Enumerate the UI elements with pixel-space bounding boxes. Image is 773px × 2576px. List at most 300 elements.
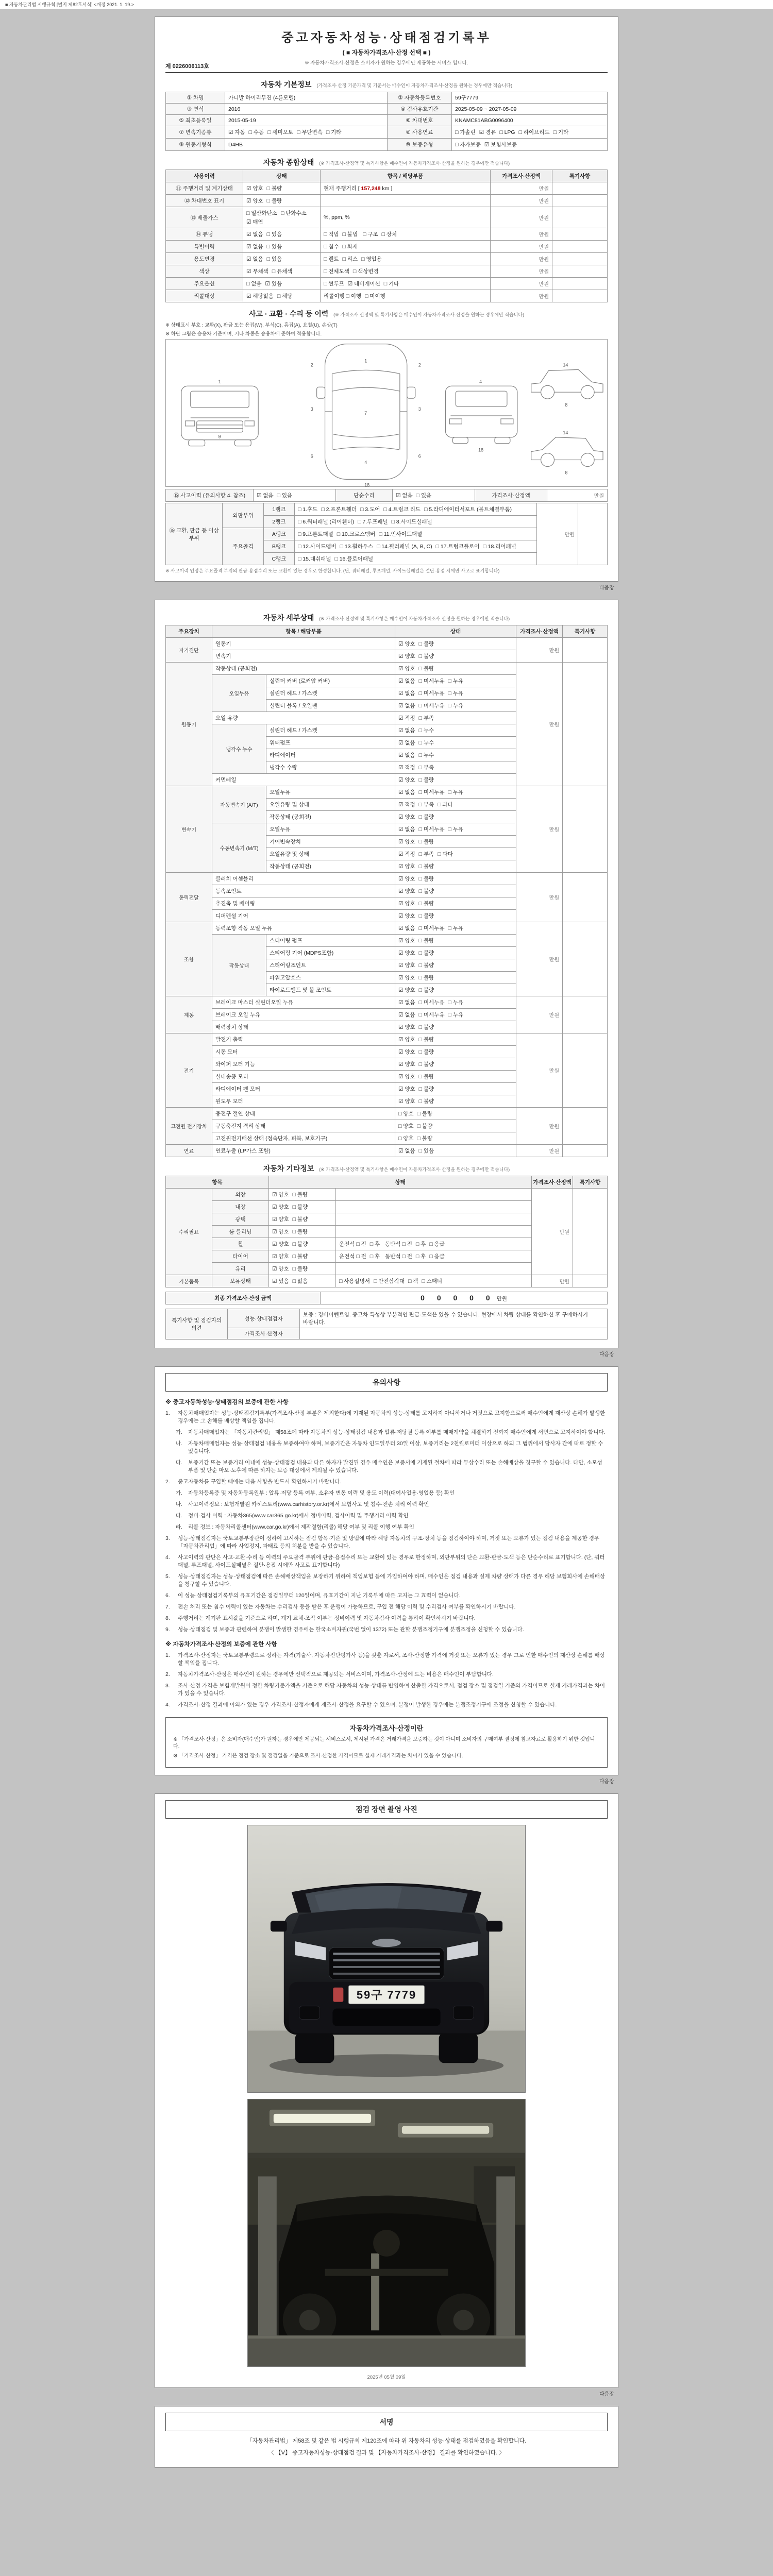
checkbox-미이행[interactable]: □ 미이행	[365, 293, 385, 299]
ellipse-element	[372, 1939, 401, 1947]
checkbox-양호[interactable]: ☑ 양호	[398, 1049, 415, 1055]
state-options	[395, 1021, 516, 1033]
checkbox-해당[interactable]: □ 해당	[277, 293, 293, 299]
notice-heading: ※ 자동차가격조사·산정의 보증에 관한 사항	[165, 1641, 277, 1648]
checkbox-부족[interactable]: □ 부족	[418, 765, 434, 771]
checkbox-세미오토[interactable]: □ 세미오토	[267, 129, 294, 135]
checkbox-양호[interactable]: ☑ 양호	[398, 839, 415, 845]
checkbox-불량[interactable]: □ 불량	[418, 987, 434, 993]
rect-element	[495, 437, 510, 444]
checkbox-불량[interactable]: □ 불량	[418, 950, 434, 956]
checkbox-누수[interactable]: □ 누수	[418, 727, 434, 734]
checkbox-이행[interactable]: □ 이행	[346, 293, 362, 299]
notice-item	[165, 1501, 608, 1509]
checkbox-불법[interactable]: □ 불법	[342, 231, 358, 238]
checkbox-양호[interactable]: ☑ 양호	[398, 913, 415, 919]
checkbox-렌트[interactable]: □ 렌트	[324, 256, 339, 262]
device-group-label: 고전원 전기장치	[166, 1108, 212, 1145]
checkbox-전[interactable]: □ 전	[356, 1253, 366, 1260]
checkbox-일산화탄소[interactable]: □ 일산화탄소	[246, 210, 277, 216]
checkbox-불량[interactable]: □ 불량	[418, 777, 434, 783]
model-year-label: ③ 연식	[166, 104, 225, 115]
checkbox-불량[interactable]: □ 불량	[418, 938, 434, 944]
checkbox-불량[interactable]: □ 불량	[292, 1204, 308, 1210]
checkbox-불량[interactable]: □ 불량	[418, 1074, 434, 1080]
checkbox-누유[interactable]: □ 누유	[448, 690, 464, 697]
checkbox-2.프론트휀더[interactable]: □ 2.프론트휀더	[321, 506, 357, 513]
accident-bottom-note: ※ 사고이력 인정은 주요골격 부위의 판금·용접수리 또는 교환이 있는 경우로 한정합니다. (단, 쿼터패널, 루프패널, 사이드실패널은 절단·용접 시에만 사고로 표기합니다)	[165, 568, 500, 573]
checkbox-사용설명서[interactable]: □ 사용설명서	[339, 1278, 370, 1284]
checkbox-미세누유[interactable]: □ 미세누유	[418, 1012, 445, 1018]
checkbox-없음[interactable]: ☑ 없음	[398, 1012, 415, 1018]
checkbox-불량[interactable]: □ 불량	[266, 185, 282, 192]
checkbox-양호[interactable]: ☑ 양호	[398, 863, 415, 870]
checkbox-8.사이드실패널[interactable]: □ 8.사이드실패널	[391, 519, 432, 525]
checkbox-불량[interactable]: □ 불량	[418, 962, 434, 969]
item-detail	[336, 1226, 532, 1238]
state-options	[395, 811, 516, 823]
checkbox-미세누유[interactable]: □ 미세누유	[418, 789, 445, 795]
item-detail	[321, 241, 491, 253]
checkbox-불량[interactable]: □ 불량	[292, 1253, 308, 1260]
detail-row	[166, 922, 608, 935]
checkbox-가솔린[interactable]: □ 가솔린	[455, 129, 476, 135]
checkbox-양호[interactable]: ☑ 양호	[398, 641, 415, 647]
checkbox-침수[interactable]: □ 침수	[324, 244, 339, 250]
state-options	[243, 241, 321, 253]
checkbox-16.플로어패널[interactable]: □ 16.플로어패널	[334, 556, 374, 562]
checkbox-양호[interactable]: □ 양호	[398, 1111, 414, 1117]
inspection-photo-front	[247, 1825, 526, 2093]
checkbox-없음[interactable]: ☑ 없음	[246, 256, 263, 262]
checkbox-양호[interactable]: ☑ 양호	[398, 1024, 415, 1030]
document-header	[165, 23, 608, 73]
checkbox-없음[interactable]: ☑ 없음	[246, 231, 263, 238]
checkbox-없음[interactable]: ☑ 없음	[398, 678, 415, 684]
checkbox-불량[interactable]: □ 불량	[418, 888, 434, 894]
checkbox-과다[interactable]: □ 과다	[438, 802, 453, 808]
checkbox-미세누유[interactable]: □ 미세누유	[418, 678, 445, 684]
item-label: 충전구 절연 상태	[212, 1108, 395, 1120]
checkbox-양호[interactable]: ☑ 양호	[398, 888, 415, 894]
checkbox-11.인사이드패널[interactable]: □ 11.인사이드패널	[379, 531, 423, 537]
checkbox-미세누유[interactable]: □ 미세누유	[418, 925, 445, 931]
checkbox-해당없음[interactable]: ☑ 해당없음	[246, 293, 274, 299]
checkbox-기타[interactable]: □ 기타	[553, 129, 569, 135]
checkbox-9.프론트패널[interactable]: □ 9.프론트패널	[298, 531, 333, 537]
item-label: 광택	[212, 1213, 269, 1226]
next-page-label[interactable]: 다음장	[599, 1352, 614, 1358]
checkbox-탄화수소[interactable]: □ 탄화수소	[280, 210, 307, 216]
rect-element	[248, 2335, 525, 2366]
checkbox-하이브리드[interactable]: □ 하이브리드	[518, 129, 550, 135]
checkbox-기타[interactable]: □ 기타	[383, 281, 399, 287]
checkbox-무채색[interactable]: ☑ 무채색	[246, 268, 268, 275]
text-element: 2	[310, 362, 313, 368]
checkbox-양호[interactable]: ☑ 양호	[398, 950, 415, 956]
checkbox-보험사보증[interactable]: ☑ 보험사보증	[484, 142, 517, 148]
remark-cell	[563, 873, 608, 922]
checkbox-불량[interactable]: □ 불량	[418, 863, 434, 870]
checkbox-수동[interactable]: □ 수동	[248, 129, 264, 135]
checkbox-자가보증[interactable]: □ 자가보증	[455, 142, 481, 148]
final-price-unit: 만원	[496, 1296, 507, 1302]
checkbox-안전삼각대[interactable]: □ 안전삼각대	[374, 1278, 405, 1284]
checkbox-불량[interactable]: □ 불량	[418, 814, 434, 820]
checkbox-1.후드[interactable]: □ 1.후드	[298, 506, 318, 513]
row-label: ⑭ 튜닝	[166, 228, 243, 241]
checkbox-5.라디에이터서포트 (볼트체결부품)[interactable]: □ 5.라디에이터서포트 (볼트체결부품)	[424, 506, 512, 513]
notice-item	[165, 1671, 608, 1679]
checkbox-미세누유[interactable]: □ 미세누유	[418, 703, 445, 709]
notices-body	[165, 1398, 608, 1709]
checkbox-없음[interactable]: ☑ 없음	[396, 493, 413, 499]
checkbox-불량[interactable]: □ 불량	[417, 1111, 433, 1117]
item-label: 원동기	[212, 638, 395, 650]
checkbox-양호[interactable]: ☑ 양호	[398, 666, 415, 672]
checkbox-양호[interactable]: ☑ 양호	[398, 1086, 415, 1092]
rect-element	[299, 2006, 320, 2020]
notice-item	[165, 1535, 608, 1550]
table-row	[166, 104, 608, 115]
remark-cell	[578, 503, 608, 565]
checkbox-없음[interactable]: ☑ 없음	[398, 703, 415, 709]
checkbox-과다[interactable]: □ 과다	[438, 851, 453, 857]
remark-cell	[563, 638, 608, 663]
checkbox-불량[interactable]: □ 불량	[418, 1037, 434, 1043]
photo-caption: 2025년 05월 09일	[367, 2375, 406, 2380]
checkbox-없음[interactable]: □ 없음	[246, 281, 262, 287]
checkbox-불량[interactable]: □ 불량	[418, 666, 434, 672]
state-options	[395, 1033, 516, 1046]
notice-item	[165, 1682, 608, 1698]
rect-element	[439, 2033, 478, 2063]
summary-row	[166, 290, 608, 302]
vin-value: KNAMC81ABG0096400	[452, 115, 608, 126]
checkbox-누유[interactable]: □ 누유	[448, 999, 464, 1006]
checkbox-LPG[interactable]: □ LPG	[499, 129, 515, 135]
checkbox-없음[interactable]: ☑ 없음	[398, 740, 415, 746]
checkbox-있음[interactable]: ☑ 있음	[272, 1278, 289, 1284]
checkbox-후[interactable]: □ 후	[415, 1241, 426, 1247]
checkbox-양호[interactable]: ☑ 양호	[246, 185, 263, 192]
checkbox-누유[interactable]: □ 누유	[448, 925, 464, 931]
checkbox-6.쿼터패널 (리어휀더)[interactable]: □ 6.쿼터패널 (리어휀더)	[298, 519, 355, 525]
checkbox-전체도색[interactable]: □ 전체도색	[324, 268, 349, 275]
remark-cell	[552, 228, 608, 241]
checkbox-불량[interactable]: □ 불량	[418, 876, 434, 882]
checkbox-양호[interactable]: ☑ 양호	[398, 1098, 415, 1105]
rect-element	[317, 387, 325, 398]
checkbox-15.대쉬패널[interactable]: □ 15.대쉬패널	[298, 556, 331, 562]
checkbox-양호[interactable]: ☑ 양호	[398, 1037, 415, 1043]
detail-table	[165, 625, 608, 1157]
checkbox-불량[interactable]: □ 불량	[292, 1241, 308, 1247]
misc-row	[166, 1275, 608, 1287]
rect-element	[333, 1973, 440, 1975]
checkbox-누유[interactable]: □ 누유	[448, 1012, 464, 1018]
checkbox-14.필러패널 (A, B, C)[interactable]: □ 14.필러패널 (A, B, C)	[377, 544, 432, 550]
notice-number: 1.	[165, 1410, 170, 1416]
g-element	[181, 344, 603, 488]
price-cell: 만원	[532, 1189, 573, 1275]
text-segment: km ]	[380, 185, 393, 192]
checkbox-양호[interactable]: ☑ 양호	[272, 1216, 289, 1223]
checkbox-양호[interactable]: ☑ 양호	[398, 987, 415, 993]
checkbox-불량[interactable]: □ 불량	[418, 1098, 434, 1105]
checkbox-스패너[interactable]: □ 스패너	[422, 1278, 443, 1284]
checkbox-유채색[interactable]: □ 유채색	[272, 268, 293, 275]
detail-row	[166, 996, 608, 1009]
text-element: 14	[563, 362, 568, 368]
checkbox-3.도어[interactable]: □ 3.도어	[360, 506, 380, 513]
checkbox-후[interactable]: □ 후	[415, 1253, 426, 1260]
rect-element	[189, 440, 205, 446]
checkbox-7.루프패널[interactable]: □ 7.루프패널	[358, 519, 388, 525]
state-options	[395, 675, 516, 687]
accident-subtitle: (※ 가격조사·산정액 및 특기사항은 매수인이 자동차가격조사·산정을 원하는 경우에만 적습니다)	[333, 312, 525, 317]
checkbox-미세누유[interactable]: □ 미세누유	[418, 826, 445, 833]
checkbox-부족[interactable]: □ 부족	[418, 715, 434, 721]
checkbox-리스[interactable]: □ 리스	[342, 256, 358, 262]
checkbox-전[interactable]: □ 전	[402, 1241, 412, 1247]
checkbox-누유[interactable]: □ 누유	[448, 703, 464, 709]
checkbox-양호[interactable]: ☑ 양호	[398, 975, 415, 981]
table-row	[166, 115, 608, 126]
checkbox-양호[interactable]: ☑ 양호	[272, 1253, 289, 1260]
engine-type-label: ⑨ 원동기형식	[166, 139, 225, 151]
checkbox-자동[interactable]: ☑ 자동	[228, 129, 245, 135]
rect-element	[486, 1921, 502, 1931]
notice-number: 2.	[165, 1671, 170, 1677]
checkbox-미세누유[interactable]: □ 미세누유	[418, 690, 445, 697]
notice-text: 성능·상태점검자는 성능·상태점검에 따른 손해배상책임을 보장하기 위하여 책임보험 등에 가입하여야 하며, 매수인은 점검 내용과 실제 차량 상태가 다른 경우 해당 보험회사에 손해배상을 청구할 수 있습니다.	[178, 1573, 605, 1587]
checkbox-적법[interactable]: □ 적법	[324, 231, 339, 238]
basic-info-table	[165, 92, 608, 151]
checkbox-후[interactable]: □ 후	[369, 1253, 380, 1260]
checkbox-불량[interactable]: □ 불량	[417, 1136, 433, 1142]
checkbox-불량[interactable]: □ 불량	[292, 1266, 308, 1272]
checkbox-양호[interactable]: ☑ 양호	[398, 876, 415, 882]
rect-element	[333, 1953, 440, 1955]
checkbox-없음[interactable]: ☑ 없음	[398, 826, 415, 833]
circle-element	[299, 2310, 320, 2330]
col-price: 가격조사·산정액	[516, 625, 563, 638]
device-group-label: 전기	[166, 1033, 212, 1108]
checkbox-부족[interactable]: □ 부족	[418, 802, 434, 808]
checkbox-불량[interactable]: □ 불량	[418, 1086, 434, 1092]
checkbox-양호[interactable]: ☑ 양호	[398, 1074, 415, 1080]
state-options	[269, 1201, 336, 1213]
checkbox-18.리어패널[interactable]: □ 18.리어패널	[483, 544, 516, 550]
checkbox-색상변경[interactable]: □ 색상변경	[352, 268, 379, 275]
next-page-label[interactable]: 다음장	[599, 2392, 614, 2397]
state-options	[243, 253, 321, 265]
rect-element	[402, 2126, 489, 2134]
checkbox-양호[interactable]: ☑ 양호	[272, 1241, 289, 1247]
checkbox-없음[interactable]: ☑ 없음	[398, 1148, 415, 1154]
checkbox-불량[interactable]: □ 불량	[292, 1216, 308, 1223]
checkbox-없음[interactable]: ☑ 없음	[398, 727, 415, 734]
checkbox-불량[interactable]: □ 불량	[418, 839, 434, 845]
row-label: ⑪ 주행거리 및 계기상태	[166, 182, 243, 195]
document-subtitle: ( ■ 자동차가격조사·산정 선택 ■ )	[342, 49, 431, 56]
checkbox-양호[interactable]: ☑ 양호	[272, 1266, 289, 1272]
rank-table	[165, 503, 608, 565]
checkbox-네비게이션[interactable]: ☑ 네비게이션	[347, 281, 380, 287]
side-view-right	[531, 430, 603, 476]
item-label: 클러치 어셈블리	[212, 873, 395, 885]
checkbox-누유[interactable]: □ 누유	[448, 789, 464, 795]
remark-cell	[563, 1033, 608, 1108]
thead-element	[166, 170, 608, 182]
checkbox-없음[interactable]: □ 없음	[292, 1278, 308, 1284]
checkbox-불량[interactable]: □ 불량	[418, 975, 434, 981]
checkbox-화재[interactable]: □ 화재	[342, 244, 358, 250]
checkbox-양호[interactable]: ☑ 양호	[398, 962, 415, 969]
state-options	[395, 860, 516, 873]
item-detail	[336, 1189, 532, 1201]
checkbox-양호[interactable]: ☑ 양호	[272, 1204, 289, 1210]
notice-text: 성능·상태점검자는 국토교통부장관이 정하여 고시하는 점검 항목·기준 및 방법에 따라 해당 자동차의 구조·장치 등을 점검하여야 하며, 거짓 또는 오류가 있는 점검 내용을 제공한 경우 「자동차관리법」에 따라 사업정지, 과태료 등의 처분을 받을 수 있습니다.	[178, 1535, 600, 1549]
checkbox-양호[interactable]: ☑ 양호	[272, 1229, 289, 1235]
checkbox-불량[interactable]: □ 불량	[418, 653, 434, 659]
item-label: 실린더 블록 / 오일팬	[266, 700, 395, 712]
checkbox-불량[interactable]: □ 불량	[418, 1049, 434, 1055]
checkbox-누수[interactable]: □ 누수	[418, 740, 434, 746]
checkbox-있음[interactable]: □ 있음	[277, 493, 293, 499]
price-cell: 만원	[491, 290, 552, 302]
checkbox-있음[interactable]: □ 있음	[266, 231, 282, 238]
checkbox-기타[interactable]: □ 기타	[326, 129, 342, 135]
simple-repair-options	[393, 489, 475, 502]
checkbox-양호[interactable]: □ 양호	[398, 1136, 414, 1142]
summary-row	[166, 253, 608, 265]
item-label: 디퍼렌셜 기어	[212, 910, 395, 922]
checkbox-전[interactable]: □ 전	[402, 1253, 412, 1260]
checkbox-무단변속[interactable]: □ 무단변속	[297, 129, 323, 135]
checkbox-없음[interactable]: ☑ 없음	[398, 925, 415, 931]
price-cell: 만원	[516, 996, 563, 1033]
checkbox-적정[interactable]: ☑ 적정	[398, 765, 415, 771]
checkbox-불량[interactable]: □ 불량	[418, 1024, 434, 1030]
checkbox-없음[interactable]: ☑ 없음	[398, 789, 415, 795]
notice-number: 7.	[165, 1604, 170, 1610]
item-label: 냉각수 수량	[266, 761, 395, 774]
checkbox-있음[interactable]: □ 있음	[266, 244, 282, 250]
checkbox-양호[interactable]: ☑ 양호	[398, 814, 415, 820]
car-underbody	[279, 2196, 494, 2347]
checkbox-불량[interactable]: □ 불량	[292, 1229, 308, 1235]
checkbox-4.트렁크 리드[interactable]: □ 4.트렁크 리드	[383, 506, 421, 513]
checkbox-적정[interactable]: ☑ 적정	[398, 851, 415, 857]
checkbox-구조[interactable]: □ 구조	[363, 231, 378, 238]
checkbox-없음[interactable]: ☑ 없음	[257, 493, 274, 499]
remark-cell	[563, 786, 608, 873]
notice-number: 다.	[176, 1513, 183, 1519]
state-options	[395, 638, 516, 650]
checkbox-불량[interactable]: □ 불량	[418, 641, 434, 647]
checkbox-적정[interactable]: ☑ 적정	[398, 715, 415, 721]
checkbox-양호[interactable]: ☑ 양호	[246, 198, 263, 204]
checkbox-응급[interactable]: □ 응급	[429, 1241, 445, 1247]
checkbox-양호[interactable]: ☑ 양호	[398, 653, 415, 659]
checkbox-적정[interactable]: ☑ 적정	[398, 802, 415, 808]
checkbox-불량[interactable]: □ 불량	[418, 913, 434, 919]
col-item: 항목 / 해당부품	[212, 625, 395, 638]
vin-label: ⑥ 차대번호	[388, 115, 452, 126]
checkbox-양호[interactable]: ☑ 양호	[398, 1061, 415, 1067]
checkbox-누수[interactable]: □ 누수	[418, 752, 434, 758]
state-options	[269, 1275, 336, 1287]
checkbox-영업용[interactable]: □ 영업용	[361, 256, 382, 262]
rect-element	[191, 391, 249, 408]
checkbox-불량[interactable]: □ 불량	[292, 1192, 308, 1198]
next-page-label[interactable]: 다음장	[599, 1779, 614, 1785]
checkbox-불량[interactable]: □ 불량	[266, 198, 282, 204]
checkbox-없음[interactable]: ☑ 없음	[246, 244, 263, 250]
checkbox-양호[interactable]: ☑ 양호	[398, 938, 415, 944]
checkbox-있음[interactable]: □ 있음	[416, 493, 432, 499]
checkbox-있음[interactable]: □ 있음	[266, 256, 282, 262]
model-year: 2016	[225, 104, 388, 115]
notice-item	[165, 1459, 608, 1475]
checkbox-있음[interactable]: ☑ 있음	[265, 281, 282, 287]
checkbox-썬루프[interactable]: □ 썬루프	[324, 281, 344, 287]
price-cell: 만원	[516, 1108, 563, 1145]
checkbox-양호[interactable]: ☑ 양호	[398, 777, 415, 783]
checkbox-장치[interactable]: □ 장치	[381, 231, 397, 238]
checkbox-13.휠하우스[interactable]: □ 13.휠하우스	[340, 544, 374, 550]
checkbox-잭[interactable]: □ 잭	[408, 1278, 418, 1284]
rank-section-label: ⑯ 교환, 판금 등 이상 부위	[166, 503, 223, 565]
checkbox-양호[interactable]: ☑ 양호	[398, 901, 415, 907]
checkbox-양호[interactable]: □ 양호	[398, 1123, 414, 1129]
checkbox-후[interactable]: □ 후	[369, 1241, 380, 1247]
checkbox-부족[interactable]: □ 부족	[418, 851, 434, 857]
checkbox-매연[interactable]: ☑ 매연	[246, 219, 263, 225]
checkbox-없음[interactable]: ☑ 없음	[398, 999, 415, 1006]
price-cell: 만원	[516, 786, 563, 873]
checkbox-12.사이드멤버[interactable]: □ 12.사이드멤버	[298, 544, 337, 550]
tbody-element	[166, 182, 608, 302]
checkbox-불량[interactable]: □ 불량	[417, 1123, 433, 1129]
checkbox-불량[interactable]: □ 불량	[418, 901, 434, 907]
checkbox-미세누유[interactable]: □ 미세누유	[418, 999, 445, 1006]
checkbox-있음[interactable]: □ 있음	[418, 1148, 434, 1154]
item-detail	[336, 1201, 532, 1213]
transmission-label: ⑦ 변속기종류	[166, 126, 225, 139]
checkbox-불량[interactable]: □ 불량	[418, 1061, 434, 1067]
checkbox-없음[interactable]: ☑ 없음	[398, 752, 415, 758]
next-page-label[interactable]: 다음장	[599, 585, 614, 591]
checkbox-전[interactable]: □ 전	[356, 1241, 366, 1247]
checkbox-양호[interactable]: ☑ 양호	[272, 1192, 289, 1198]
tbody-element	[166, 92, 608, 151]
checkbox-누유[interactable]: □ 누유	[448, 826, 464, 833]
checkbox-경유[interactable]: ☑ 경유	[479, 129, 496, 135]
state-options	[395, 959, 516, 972]
misc-heading	[165, 1163, 608, 1174]
checkbox-없음[interactable]: ☑ 없음	[398, 690, 415, 697]
item-label: 고전원전기배선 상태 (접속단자, 피복, 보호기구)	[212, 1132, 395, 1145]
state-options	[395, 737, 516, 749]
checkbox-17.트렁크플로어[interactable]: □ 17.트렁크플로어	[435, 544, 480, 550]
checkbox-응급[interactable]: □ 응급	[429, 1253, 445, 1260]
checkbox-누유[interactable]: □ 누유	[448, 678, 464, 684]
state-options	[395, 984, 516, 996]
checkbox-10.크로스멤버[interactable]: □ 10.크로스멤버	[337, 531, 376, 537]
